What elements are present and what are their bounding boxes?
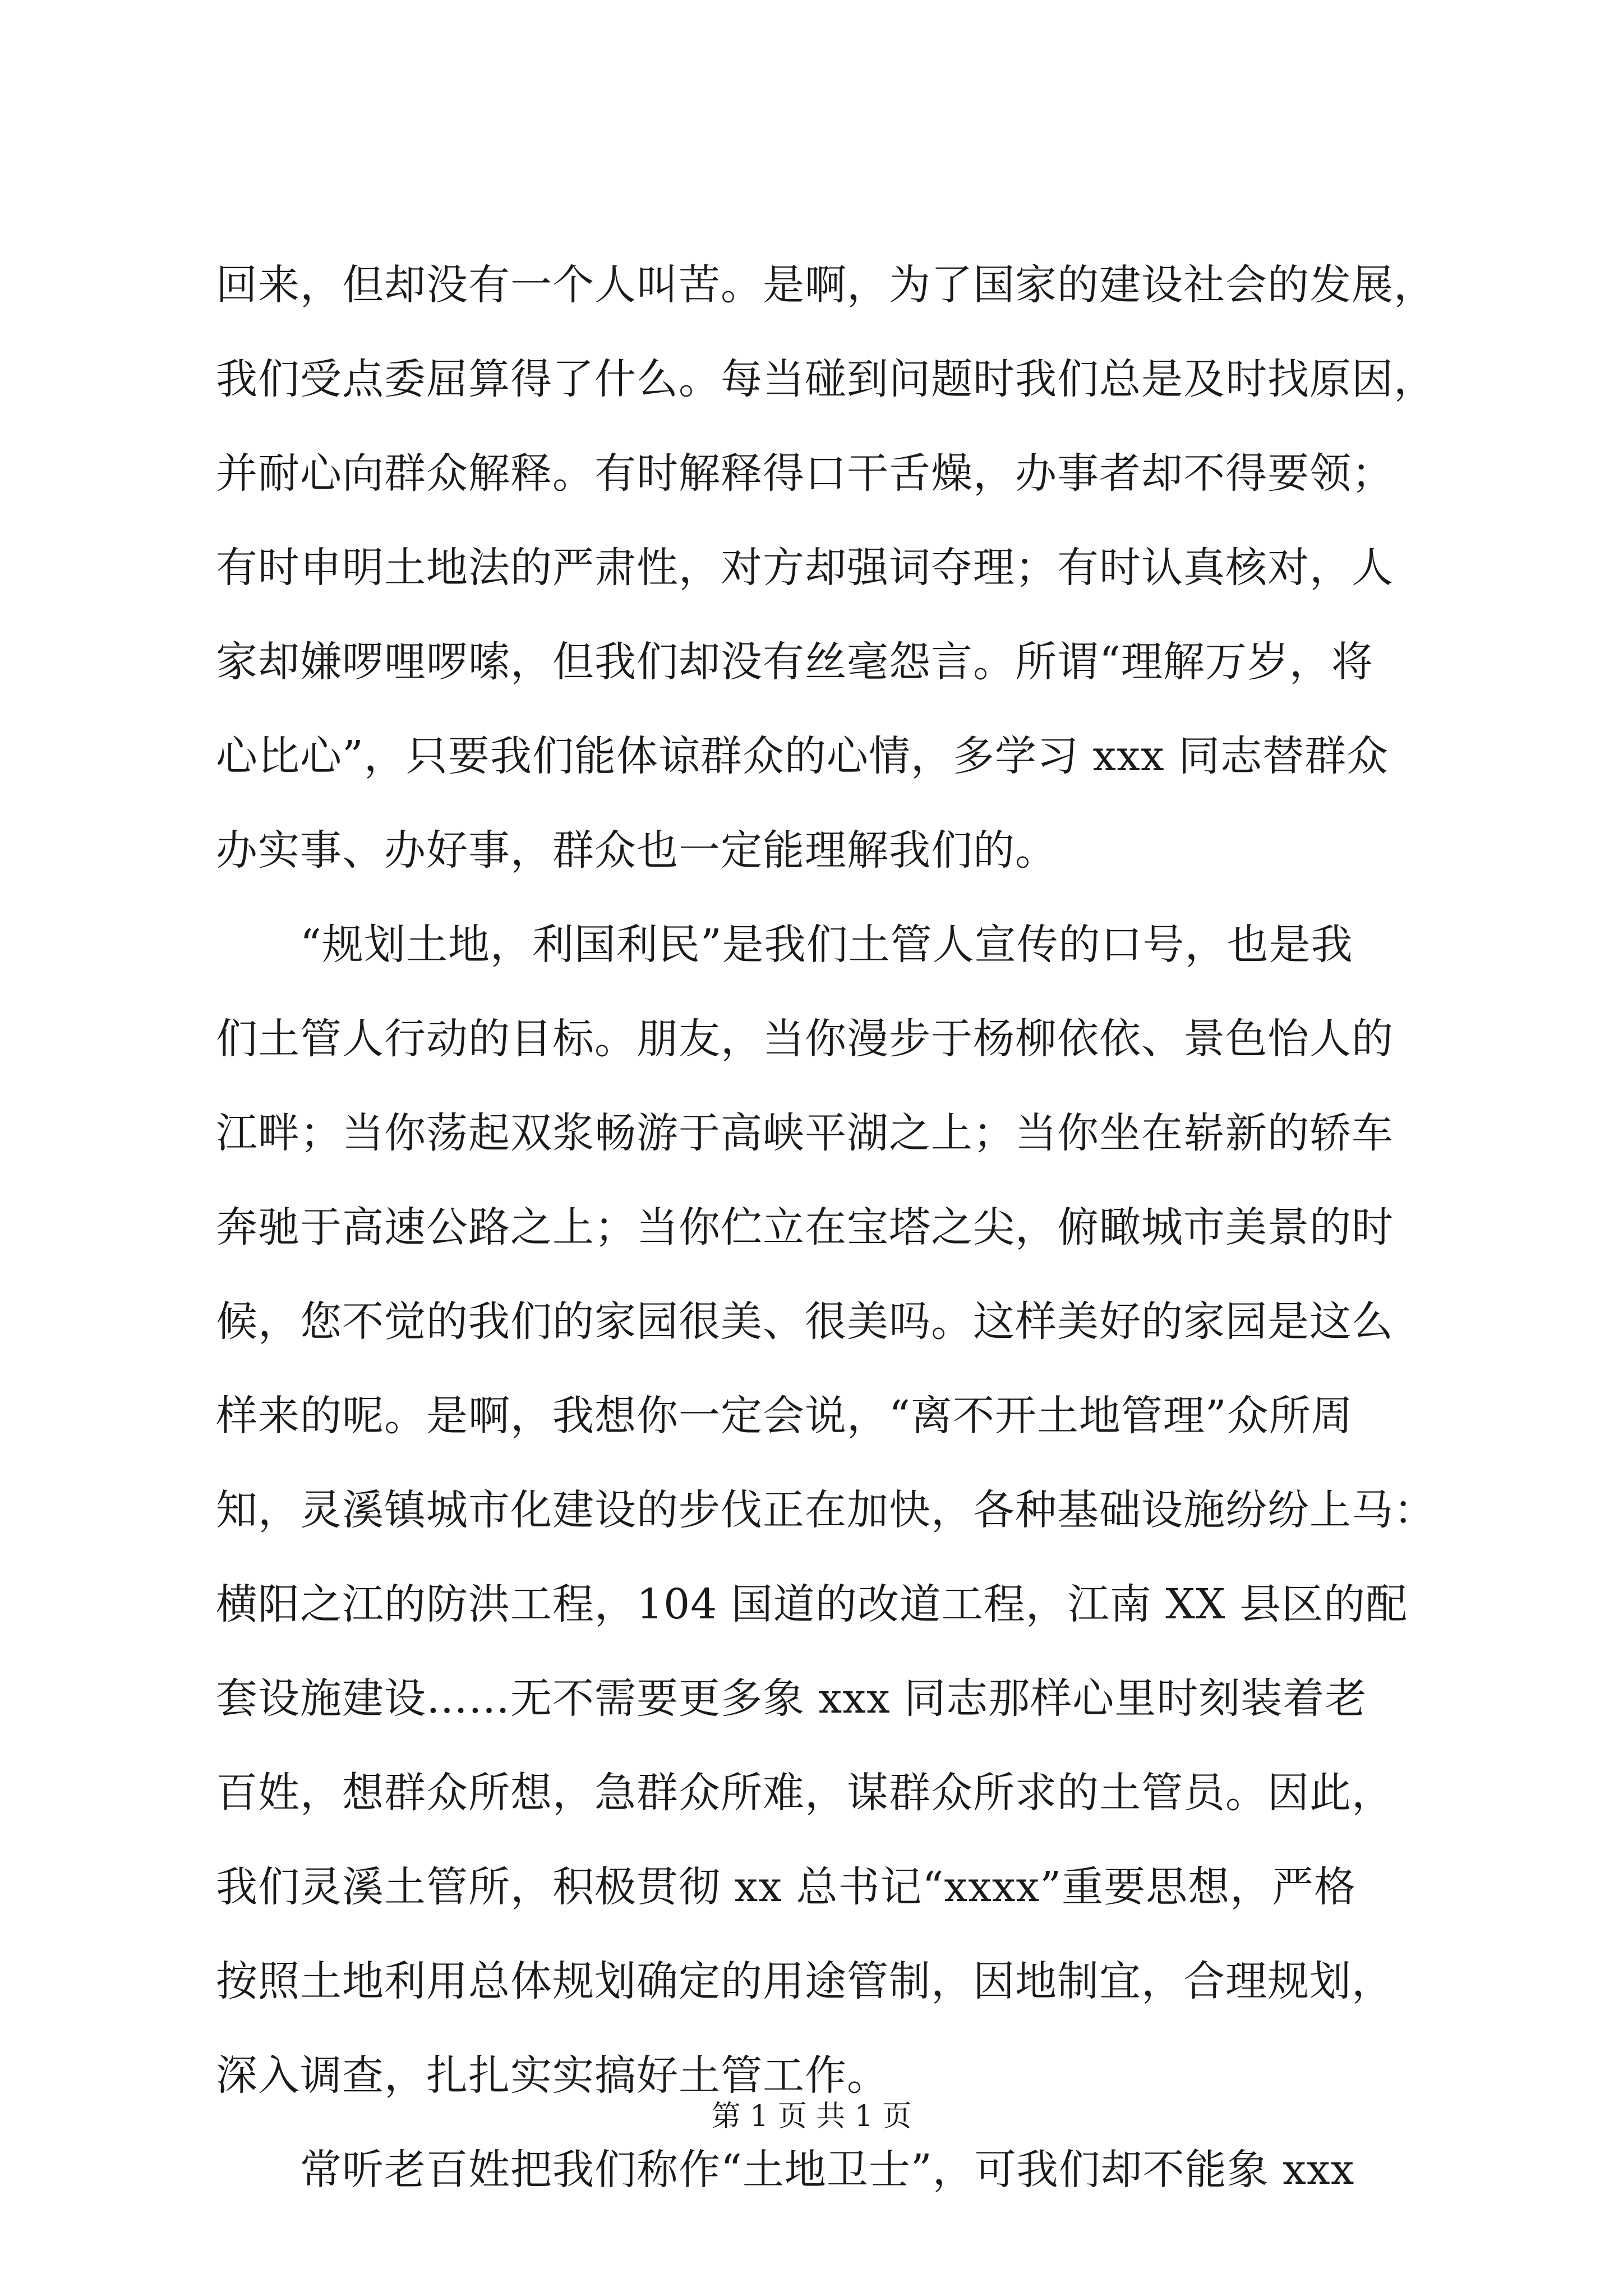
text-line: 办实事、办好事，群众也一定能理解我们的。 <box>216 826 1057 875</box>
text-line: 知，灵溪镇城市化建设的步伐正在加快，各种基础设施纷纷上马： <box>216 1486 1436 1534</box>
text-line: 样来的呢。是啊，我想你一定会说，“离不开土地管理”众所周 <box>216 1392 1353 1440</box>
text-line: 回来，但却没有一个人叫苦。是啊，为了国家的建设社会的发展， <box>216 261 1436 309</box>
text-line: 江畔；当你荡起双浆畅游于高峡平湖之上；当你坐在崭新的轿车 <box>216 1109 1394 1157</box>
text-line: 百姓，想群众所想，急群众所难，谋群众所求的土管员。因此， <box>216 1769 1394 1817</box>
text-line: 们土管人行动的目标。朋友，当你漫步于杨柳依依、景色怡人的 <box>216 1015 1394 1063</box>
text-line: 奔驰于高速公路之上；当你伫立在宝塔之尖，俯瞰城市美景的时 <box>216 1203 1394 1251</box>
text-line: 家却嫌啰哩啰嗦，但我们却没有丝毫怨言。所谓“理解万岁，将 <box>216 638 1373 686</box>
text-line: 我们灵溪土管所，积极贯彻 xx 总书记“xxxx”重要思想，严格 <box>216 1863 1357 1911</box>
document-body <box>216 238 1478 2217</box>
text-line: 有时申明土地法的严肃性，对方却强词夺理；有时认真核对，人 <box>216 544 1394 592</box>
text-line: 横阳之江的防洪工程，104 国道的改道工程，江南 XX 县区的配 <box>216 1580 1408 1628</box>
text-line: 套设施建设……无不需要更多象 xxx 同志那样心里时刻装着老 <box>216 1674 1367 1723</box>
text-line: 并耐心向群众解释。有时解释得口干舌燥，办事者却不得要领； <box>216 449 1394 498</box>
text-line: 我们受点委屈算得了什么。每当碰到问题时我们总是及时找原因， <box>216 355 1436 403</box>
text-line: “规划土地，利国利民”是我们土管人宣传的口号，也是我 <box>216 921 1353 969</box>
page-footer: 第 1 页 共 1 页 <box>711 2100 912 2133</box>
text-line: 按照土地利用总体规划确定的用途管制，因地制宜，合理规划， <box>216 1957 1394 2005</box>
text-line: 心比心”，只要我们能体谅群众的心情，多学习 xxx 同志替群众 <box>216 732 1389 780</box>
text-line: 深入调查，扎扎实实搞好土管工作。 <box>216 2051 889 2100</box>
text-line: 候，您不觉的我们的家园很美、很美吗。这样美好的家园是这么 <box>216 1297 1394 1346</box>
text-line: 常听老百姓把我们称作“土地卫士”，可我们却不能象 xxx <box>216 2146 1355 2194</box>
